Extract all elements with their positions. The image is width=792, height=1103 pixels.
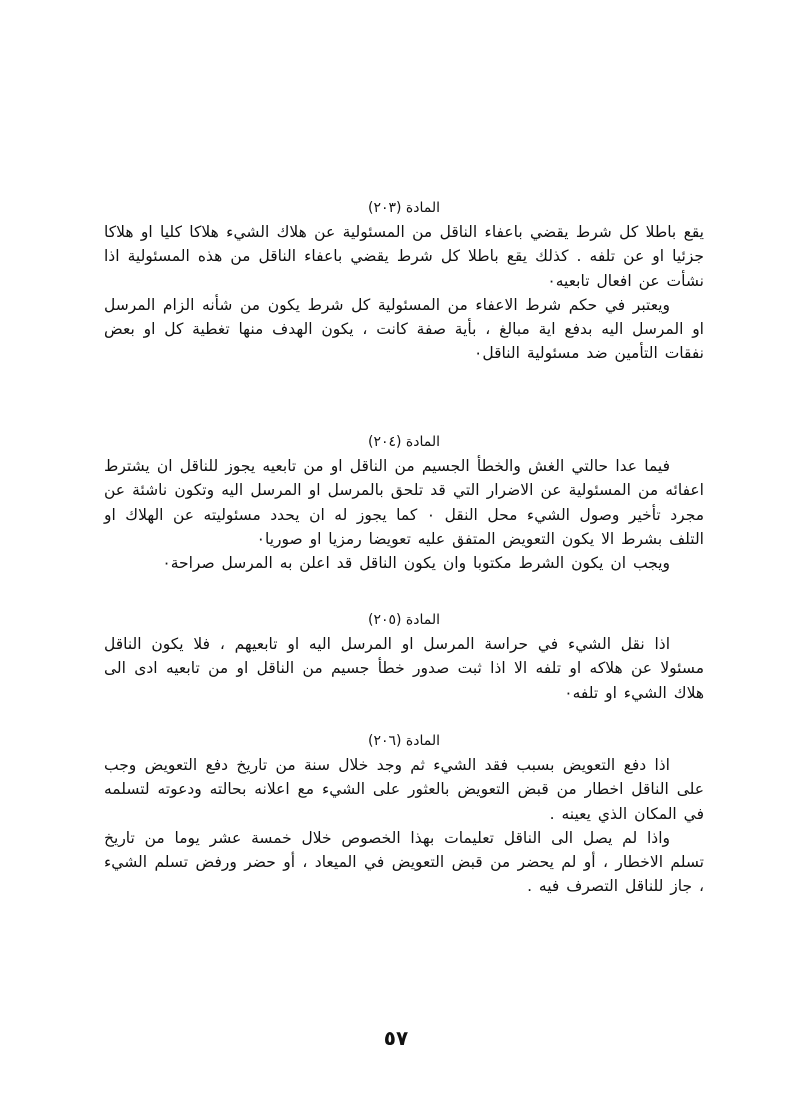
article-203-paragraph-1: يقع باطلا كل شرط يقضي باعفاء الناقل من المسئولية عن هلاك الشيء هلاكا كليا او هلاكا جزئيا او عن تلفه . كذلك يقع باطلا كل شرط يقضي باعفاء الناقل من هذه المسئولية اذا نشأت عن افعال تابعيه٠ xyxy=(104,223,704,290)
article-206-heading: المادة (٢٠٦) xyxy=(367,733,441,749)
article-206-paragraph-1: اذا دفع التعويض بسبب فقد الشيء ثم وجد خلال سنة من تاريخ دفع التعويض وجب على الناقل اخطار من قبض التعويض بالعثور على الشيء مع اعلانه بحالته ودعوته لتسلمه في المكان الذي يعينه . xyxy=(104,756,704,823)
article-203-paragraph-2: ويعتبر في حكم شرط الاعفاء من المسئولية كل شرط يكون من شأنه الزام المرسل او المرسل اليه بدفع اية مبالغ ، بأية صفة كانت ، يكون الهدف منها تغطية كل او بعض نفقات التأمين ضد مسئولية الناقل٠ xyxy=(104,295,704,363)
article-204-paragraph-2: ويجب ان يكون الشرط مكتوبا وان يكون الناقل قد اعلن به المرسل صراحة٠ xyxy=(162,554,670,573)
page-number: ٥٧ xyxy=(383,1026,409,1050)
article-204 xyxy=(104,432,704,575)
article-205-heading: المادة (٢٠٥) xyxy=(367,612,441,628)
article-205-paragraph-1: اذا نقل الشيء في حراسة المرسل او المرسل اليه او تابعيهم ، فلا يكون الناقل مسئولا عن هلاكه او تلفه الا اذا ثبت صدور خطأ جسيم من الناقل او من تابعيه ادى الى هلاك الشيء او تلفه٠ xyxy=(104,635,704,702)
article-203 xyxy=(104,198,704,366)
article-206-paragraph-2: واذا لم يصل الى الناقل تعليمات بهذا الخصوص خلال خمسة عشر يوما من تاريخ تسلم الاخطار ، أو لم يحضر من قبض التعويض في الميعاد ، أو حضر ورفض تسلم الشيء ، جاز للناقل التصرف فيه . xyxy=(104,828,704,896)
article-204-paragraph-1: فيما عدا حالتي الغش والخطأ الجسيم من الناقل او من تابعيه يجوز للناقل ان يشترط اعفائه من المسئولية عن الاضرار التي قد تلحق بالمرسل او المرسل اليه وتكون ناشئة عن مجرد تأخير وصول الشيء محل النقل ٠ كما يجوز له ان يحدد مسئوليته عن الهلاك او التلف بشرط الا يكون التعويض المتفق عليه تعويضا رمزيا او صوريا٠ xyxy=(104,457,705,548)
article-204-heading: المادة (٢٠٤) xyxy=(367,434,441,450)
article-206 xyxy=(104,731,704,899)
article-205 xyxy=(104,610,704,705)
article-203-heading: المادة (٢٠٣) xyxy=(367,200,441,216)
